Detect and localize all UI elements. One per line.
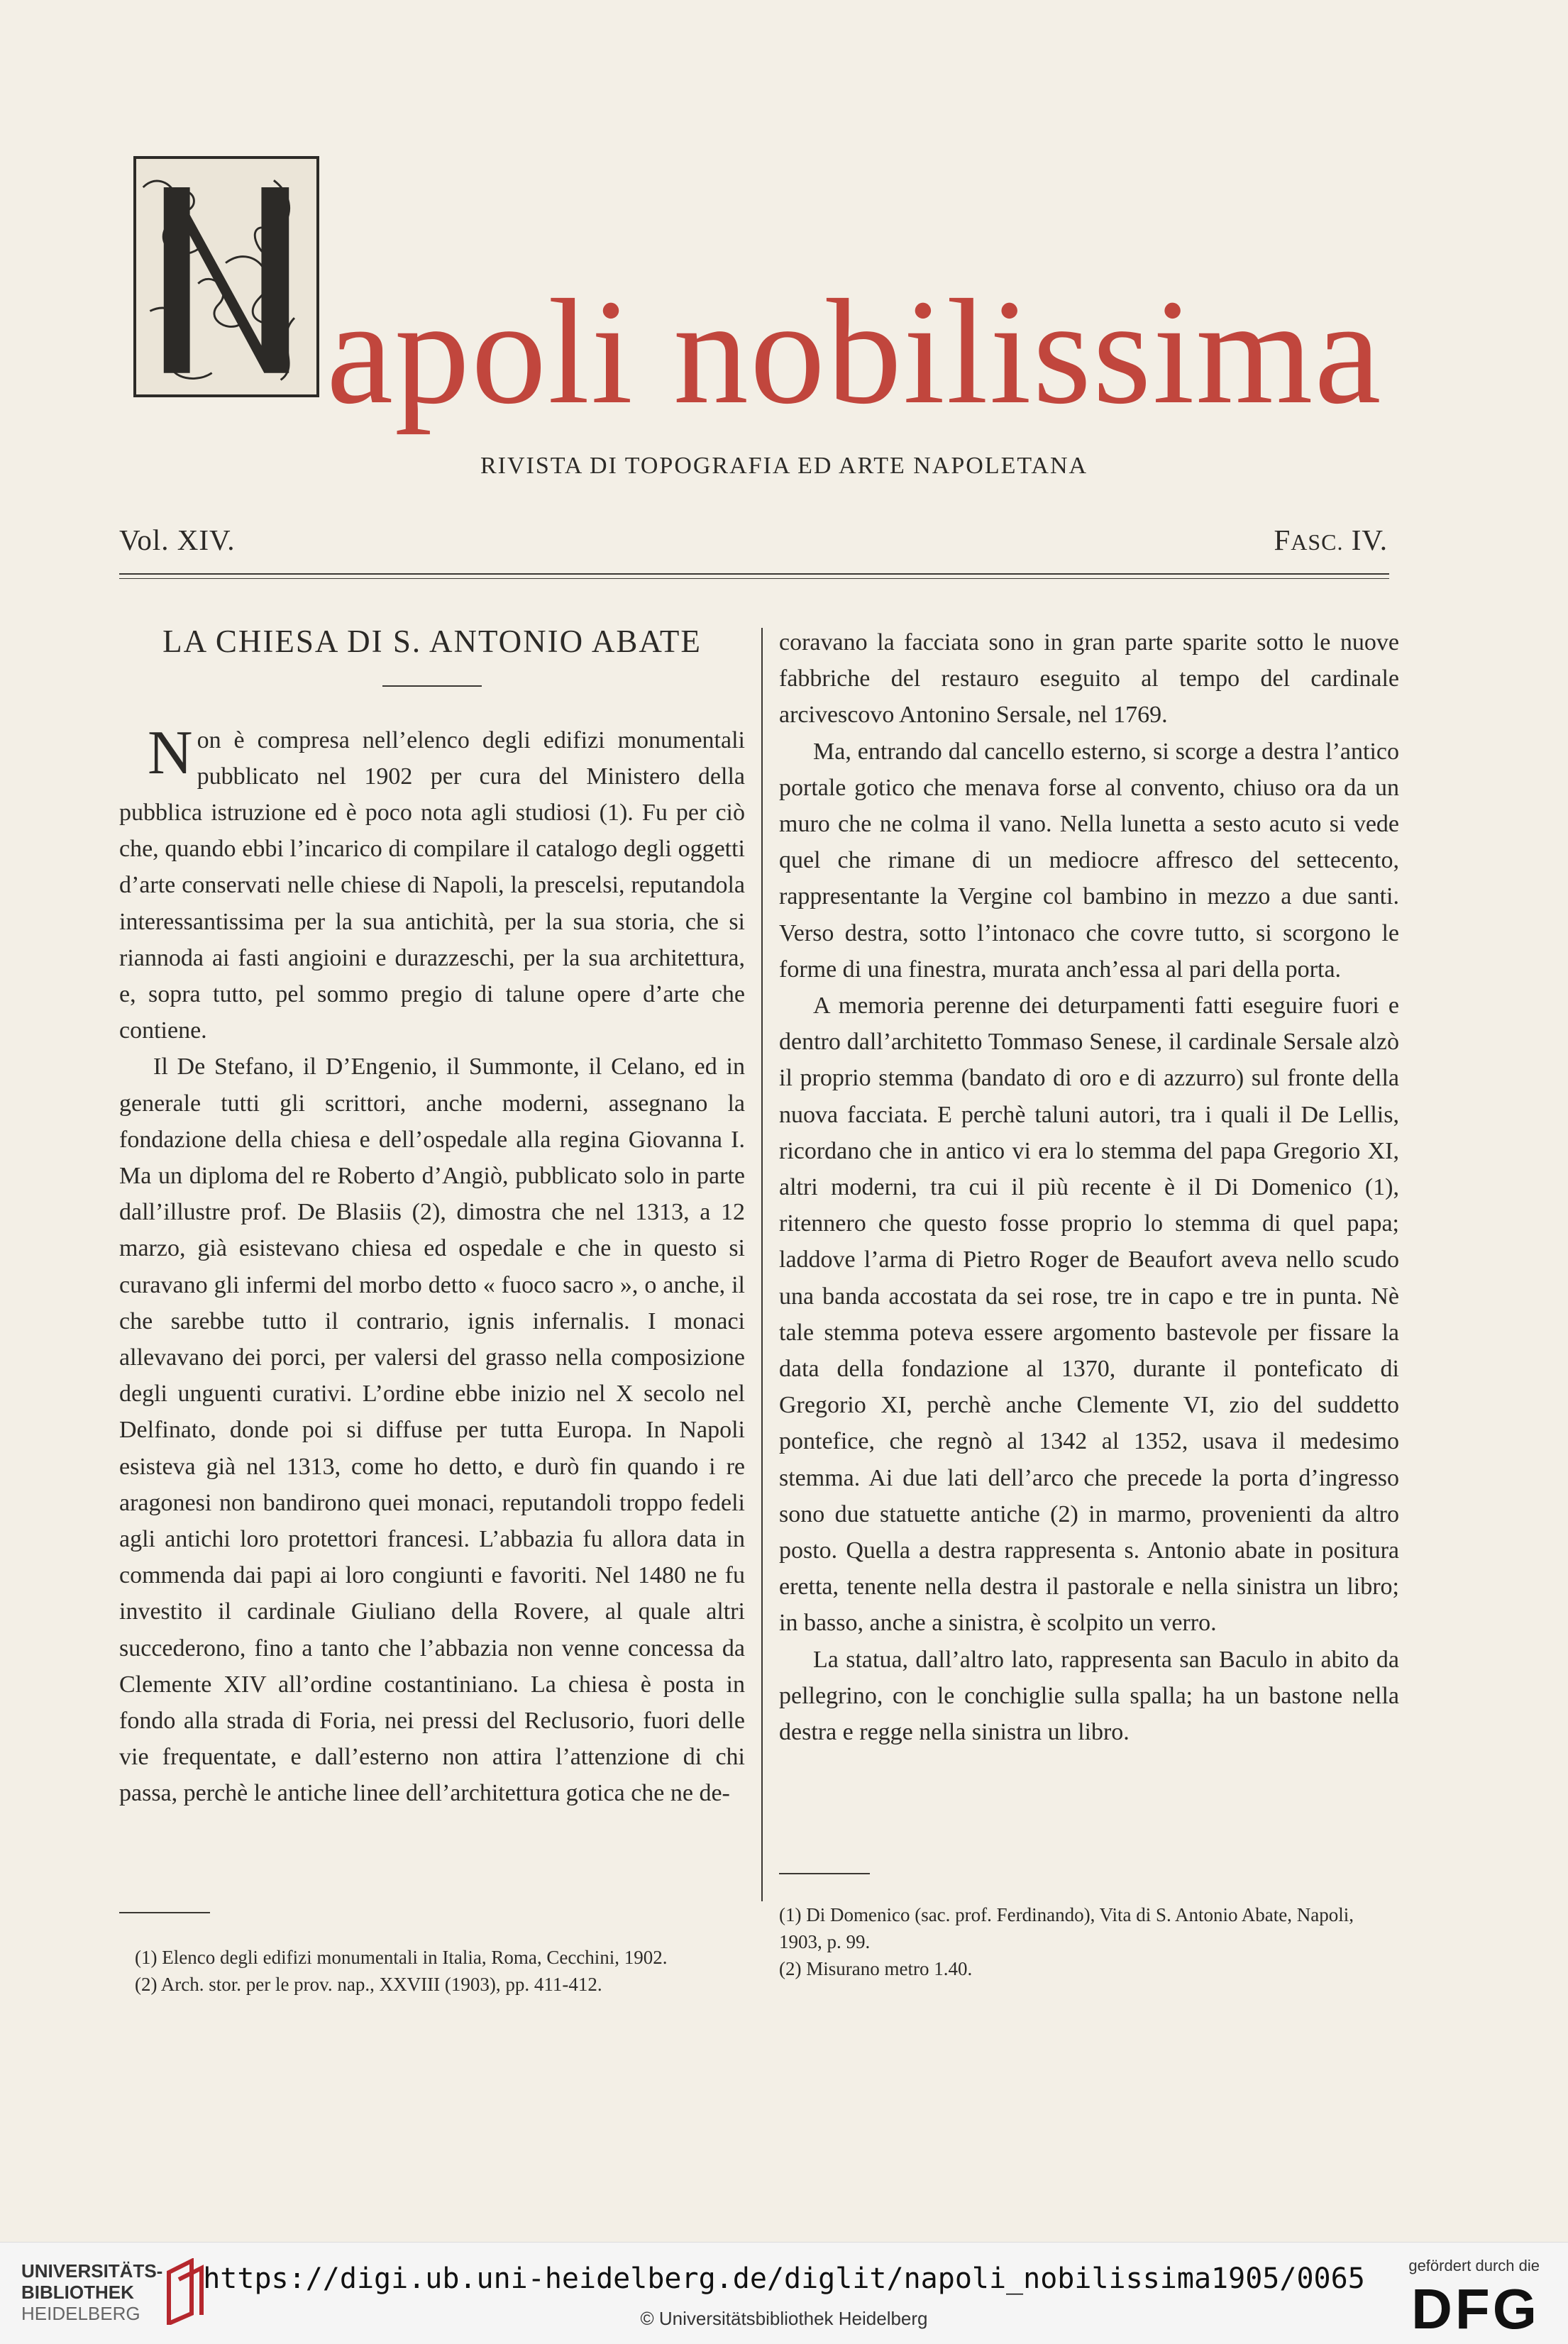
journal-title: apoli nobilissima [326,268,1383,435]
paragraph: Il De Stefano, il D’Engenio, il Summonte, il Celano, ed in generale tutti gli scrittori, anche moderni, assegnano la fondazione della chiesa e dell’ospedale alla regina Giovanna I. Ma un diploma del re Roberto d’Angiò, pubblicato solo in parte dall’illustre prof. De Blasiis (2), dimostra che nel 1313, a 12 marzo, già esistevano chiesa ed ospedale e che in questo si curavano gli infermi del morbo detto « fuoco sacro », o anche, il che sarebbe tutto il contrario, ignis infernalis. I monaci allevavano dei porci, per valersi del grasso nella composizione degli unguenti curativi. L’ordine ebbe inizio nel X secolo nel Delfinato, donde poi si diffuse per tutta Europa. In Napoli esisteva già nel 1313, come ho detto, e durò fin quando i re aragonesi non bandirono quei monaci, reputandoli troppo fedeli agli antichi loro protettori francesi. L’abbazia fu allora data in commenda dai papi ai loro congiunti e favoriti. Nel 1480 ne fu investito il cardinale Giuliano della Rovere, al quale altri succederono, fino a tanto che l’abbazia non venne concessa da Clemente XIV all’ordine costantiniano. La chiesa è posta in fondo alla strada di Foria, nei pressi del Reclusorio, fuori delle vie frequentate, e dall’esterno non attira l’attenzione di chi passa, perchè le antiche linee dell’architettura gotica che ne de- [119,1054,745,1807]
fascicle-label [1274,523,1388,557]
footnote: (1) Di Domenico (sac. prof. Ferdinando), Vita di S. Antonio Abate, Napoli, 1903, p. 99. [779,1904,1354,1952]
viewer-footer [0,2242,1568,2344]
paragraph: La statua, dall’altro lato, rappresenta san Baculo in abito da pellegrino, con le conchiglie sulla spalla; ha un bastone nella destra e regge nella sinistra un libro. [779,1646,1399,1746]
funding-label: gefördert durch die [1408,2257,1540,2274]
fascicle-prefix: F [1274,524,1291,556]
copyright-notice: © Universitätsbibliothek Heidelberg [640,2308,928,2329]
dfg-logo[interactable]: DFG [1411,2277,1540,2340]
library-name-line: HEIDELBERG [21,2303,140,2324]
library-name-line: UNIVERSITÄTS- [21,2260,163,2282]
volume-label: Vol. XIV. [119,524,236,556]
footnote: (2) Arch. stor. per le prov. nap., XXVIII (1903), pp. 411-412. [135,1974,602,1995]
right-column [779,624,1399,1750]
footnote-rule-left [119,1912,210,1913]
ornament-icon [136,159,316,394]
ornamental-initial-n [133,156,319,397]
column-separator [761,628,763,1901]
title-rule [382,685,482,687]
left-column [119,624,745,1812]
left-footnotes [135,1944,745,1998]
fascicle-abbrev: ASC. [1291,529,1344,555]
fascicle-number: IV. [1351,524,1388,556]
journal-subtitle: RIVISTA DI TOPOGRAFIA ED ARTE NAPOLETANA [480,453,1088,479]
drop-cap: N [148,718,193,787]
footnote-rule-right [779,1873,870,1874]
paragraph-text: on è compresa nell’elenco degli edifizi monumentali pubblicato nel 1902 per cura del Ministero della pubblica istruzione ed è poco nota agli studiosi (1). Fu per ciò che, quando ebbi l’incarico di compilare il catalogo degli oggetti d’arte conservati nelle chiese di Napoli, la prescelsi, reputandola interessantissima per la sua antichità, per la sua storia, che si riannoda ai fasti angioini e durazzeschi, per la sua architettura, e, sopra tutto, pel sommo pregio di talune opere d’arte che contiene. [119,726,745,1044]
article-title: LA CHIESA DI S. ANTONIO ABATE [162,624,702,659]
header-rule-bottom [119,578,1389,579]
header-rule-top [119,573,1389,575]
library-name-line: BIBLIOTHEK [21,2282,134,2303]
paragraph [119,718,745,1049]
paragraph: A memoria perenne dei deturpamenti fatti eseguire fuori e dentro dall’architetto Tommaso Senese, il cardinale Sersale alzò il proprio stemma (bandato di oro e di azzurro) sul fronte della nuova facciata. E perchè taluni autori, tra i quali il De Lellis, ricordano che in antico vi era lo stemma del papa Gregorio XI, altri moderni, tra cui il più recente è il Di Domenico (1), ritennero che questo fosse proprio lo stemma di quel papa; laddove l’arma di Pietro Roger de Beaufort aveva nello scudo una banda accostata da sei rose, tre in capo e tre in punta. Nè tale stemma poteva essere argomento bastevole per fissare la data della fondazione al 1370, durante il ponteficato di Gregorio XI, perchè anche Clemente VI, zio del suddetto pontefice, che regnò al 1342 al 1352, usava il medesimo stemma. Ai due lati dell’arco che precede la porta d’ingresso sono due statuette antiche (2) in marmo, provenienti da altro posto. Quella a destra rappresenta s. Antonio abate in positura eretta, tenente nella destra il pastorale e nella sinistra un libro; in basso, anche a sinistra, è scolpito un verro. [779,993,1399,1637]
paragraph: Ma, entrando dal cancello esterno, si scorge a destra l’antico portale gotico che menava forse al convento, chiuso ora da un muro che ne colma il vano. Nella lunetta a sesto acuto si vede quel che rimane di un mediocre affresco del settecento, rappresentante la Vergine col bambino in mezzo a due santi. Verso destra, sotto l’intonaco che covre tutto, si scorgono le forme di una finestra, murata anch’essa al pari della porta. [779,738,1399,983]
footnote: (1) Elenco degli edifizi monumentali in Italia, Roma, Cecchini, 1902. [135,1947,668,1968]
right-footnotes [779,1901,1399,1982]
permalink-url[interactable]: https://digi.ub.uni-heidelberg.de/diglit/napoli_nobilissima1905/0065 [203,2262,1365,2295]
footnote: (2) Misurano metro 1.40. [779,1958,973,1979]
paragraph: coravano la facciata sono in gran parte sparite sotto le nuove fabbriche del restauro eseguito al tempo del cardinale arcivescovo Antonino Sersale, nel 1769. [779,629,1399,729]
